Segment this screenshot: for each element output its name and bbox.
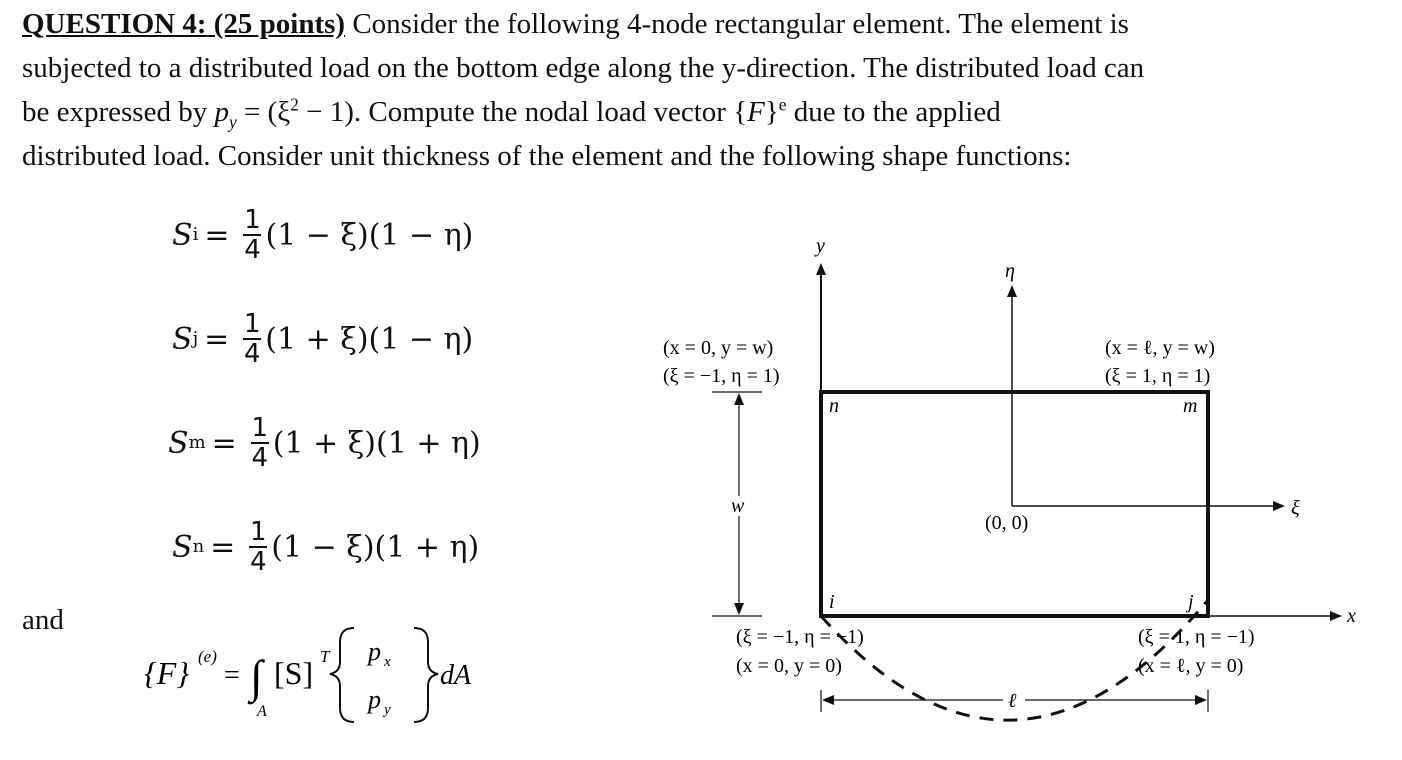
shape-function-sm: S m = $\frac{1}{4}$ (1 + ξ)(1 + η) xyxy=(168,413,481,473)
line3-brace: } xyxy=(764,96,779,128)
force-lhs-sup: (e) xyxy=(198,647,217,666)
px-subscript: x xyxy=(384,654,391,670)
F-symbol: F xyxy=(747,96,765,128)
and-word: and xyxy=(22,604,64,636)
y-axis-label: y xyxy=(816,235,825,257)
question-line-2: subjected to a distributed load on the bottom edge along the y-direction. The distributed load can xyxy=(22,52,1145,84)
node-j-label: j xyxy=(1188,591,1194,613)
fraction-den: 4 xyxy=(244,235,261,265)
equals-sign: = xyxy=(210,529,236,565)
eta-axis-label: η xyxy=(1005,260,1015,282)
equals-sign: = xyxy=(211,425,237,461)
line3-text-d: due to the applied xyxy=(786,96,1001,128)
node-m-label: m xyxy=(1183,395,1198,417)
shape-matrix-sup: T xyxy=(320,647,330,666)
node-n-coord-2: (ξ = −1, η = 1) xyxy=(663,365,780,387)
py-symbol: p xyxy=(214,96,229,128)
sf-symbol: S xyxy=(172,529,193,565)
length-label: ℓ xyxy=(1008,690,1017,712)
question-line-1-text: Consider the following 4-node rectangular element. The element is xyxy=(345,8,1129,40)
line3-eq: = (ξ xyxy=(236,96,291,128)
shape-function-sj: S j = $\frac{1}{4}$ (1 + ξ)(1 − η) xyxy=(172,309,474,369)
sf-rhs: (1 + ξ)(1 − η) xyxy=(265,321,474,357)
sf-rhs: (1 + ξ)(1 + η) xyxy=(272,425,481,461)
py-subscript-entry: y xyxy=(384,702,391,718)
py-subscript: y xyxy=(228,111,237,132)
py-entry: p xyxy=(368,685,381,714)
shape-matrix: [S] xyxy=(274,655,314,691)
node-i-coord-1: (ξ = −1, η = −1) xyxy=(736,626,864,648)
sf-symbol: S xyxy=(172,321,193,357)
node-n-label: n xyxy=(829,395,839,417)
question-line-4: distributed load. Consider unit thickness of the element and the following shape functions: xyxy=(22,140,1072,172)
e-superscript: e xyxy=(778,94,787,115)
equals-sign: = xyxy=(204,217,230,253)
node-i-coord-2: (x = 0, y = 0) xyxy=(736,655,842,677)
sf-symbol: S xyxy=(168,425,189,461)
sf-symbol: S xyxy=(172,217,193,253)
node-j-coord-1: (ξ = 1, η = −1) xyxy=(1138,626,1255,648)
line3-text-b: − 1). Compute the nodal load vector { xyxy=(298,96,748,128)
fraction-num: 1 xyxy=(251,413,269,443)
force-equals: = xyxy=(224,660,240,691)
px-entry: p xyxy=(368,637,381,666)
force-lhs: {F} xyxy=(144,655,190,691)
origin-label: (0, 0) xyxy=(985,512,1029,534)
equals-sign: = xyxy=(204,321,230,357)
element-rectangle xyxy=(821,392,1208,616)
node-m-coord-1: (x = ℓ, y = w) xyxy=(1105,337,1215,359)
shape-function-sn: S n = $\frac{1}{4}$ (1 − ξ)(1 + η) xyxy=(172,517,480,577)
fraction-num: 1 xyxy=(250,517,267,547)
sf-rhs: (1 − ξ)(1 + η) xyxy=(271,529,480,565)
sf-rhs: (1 − ξ)(1 − η) xyxy=(265,217,474,253)
node-i-label: i xyxy=(829,591,835,613)
shape-function-si: S i = $\frac{1}{4}$ (1 − ξ)(1 − η) xyxy=(172,205,474,265)
x-axis-label: x xyxy=(1347,605,1356,627)
fraction-den: 4 xyxy=(250,547,267,577)
xi-axis-label: ξ xyxy=(1291,497,1300,519)
node-j-coord-2: (x = ℓ, y = 0) xyxy=(1138,655,1244,677)
fraction-den: 4 xyxy=(244,339,261,369)
integral-subscript: A xyxy=(257,703,267,720)
xi-exponent: 2 xyxy=(290,94,299,115)
integral-sign: ∫ xyxy=(250,651,263,702)
node-n-coord-1: (x = 0, y = w) xyxy=(663,337,774,359)
fraction-num: 1 xyxy=(244,309,261,339)
node-m-coord-2: (ξ = 1, η = 1) xyxy=(1105,365,1211,387)
fraction-den: 4 xyxy=(251,443,269,473)
line3-text-a: be expressed by xyxy=(22,96,215,128)
fraction-num: 1 xyxy=(244,205,261,235)
dA-label: dA xyxy=(440,660,472,691)
question-heading: QUESTION 4: (25 points) xyxy=(22,8,346,40)
width-label: w xyxy=(731,495,745,517)
